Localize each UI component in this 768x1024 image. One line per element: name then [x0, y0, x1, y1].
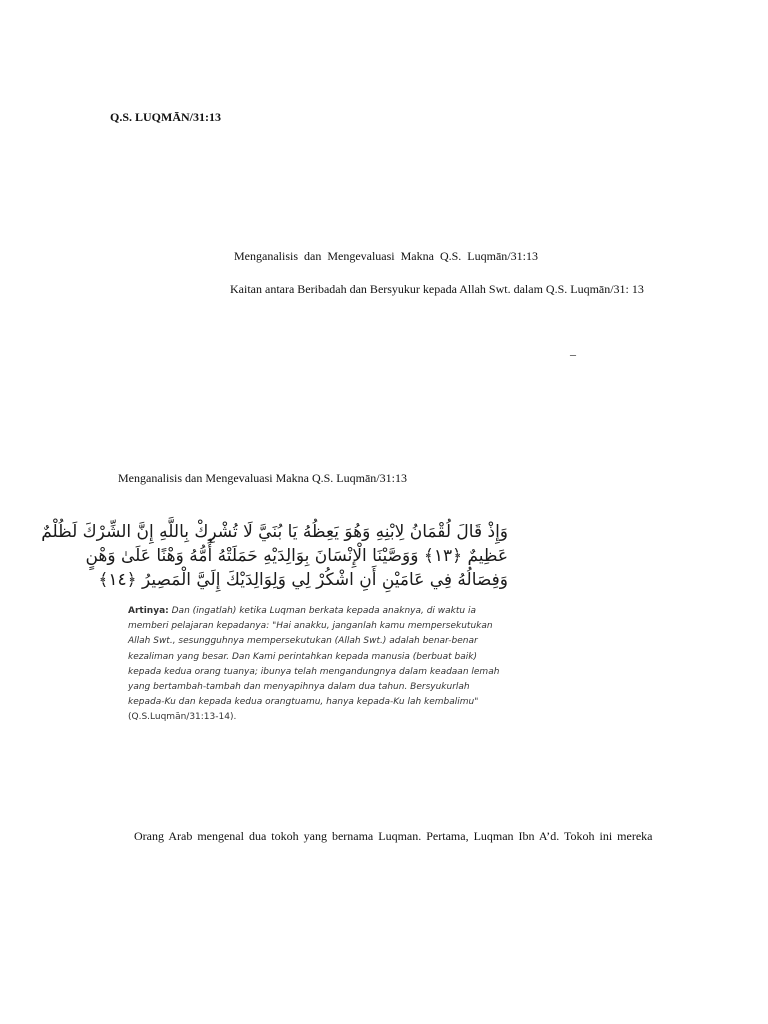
body-paragraph: Orang Arab mengenal dua tokoh yang bernama Luqman. Pertama, Luqman Ibn A’d. Tokoh ini mereka [134, 829, 653, 843]
quran-verse-figure [41, 520, 514, 742]
translation-text: Dan (ingatlah) ketika Luqman berkata kepada anaknya, di waktu ia memberi pelajaran kepadanya: "Hai anakku, janganlah kamu mempersekutukan Allah Swt., sesungguhnya mempersekutukan (Allah Swt.) adalah benar-benar kezaliman yang besar. Dan Kami perintahkan kepada manusia (berbuat baik) kepada kedua orang tuanya; ibunya telah mengandungnya dalam keadaan lemah yang bertambah-tambah dan menyapihnya dalam dua tahun. Bersyukurlah kepada-Ku dan kepada kedua orangtuamu, hanya kepada-Ku lah kembalimu" [128, 606, 500, 708]
verse-translation [122, 604, 514, 726]
arabic-verse-line: وَفِصَالُهُ فِي عَامَيْنِ أَنِ اشْكُرْ لِي وَلِوَالِدَيْكَ إِلَيَّ الْمَصِيرُ ﴿١٤﴾ [98, 570, 508, 590]
subheading-worship-gratitude: Kaitan antara Beribadah dan Bersyukur kepada Allah Swt. dalam Q.S. Luqmān/31: 13 [230, 282, 644, 296]
section-title: Menganalisis dan Mengevaluasi Makna Q.S. Luqmān/31:13 [118, 471, 407, 485]
dash-mark: – [570, 347, 576, 361]
page-heading: Q.S. LUQMĀN/31:13 [110, 110, 221, 124]
translation-label: Artinya: [128, 606, 169, 616]
translation-citation: (Q.S.Luqmān/31:13-14). [128, 712, 237, 723]
arabic-verse-line: عَظِيمٌ ﴿١٣﴾ وَوَصَّيْنَا الْإِنْسَانَ بِوَالِدَيْهِ حَمَلَتْهُ أُمُّهُ وَهْنًا عَلَىٰ وَهْنٍ [85, 546, 508, 566]
arabic-verse-line: وَإِذْ قَالَ لُقْمَانُ لِابْنِهِ وَهُوَ يَعِظُهُ يَا بُنَيَّ لَا تُشْرِكْ بِاللَّهِ إِنَّ الشِّرْكَ لَظُلْمٌ [41, 522, 508, 542]
subheading-analysis: Menganalisis dan Mengevaluasi Makna Q.S. Luqmān/31:13 [234, 249, 538, 263]
